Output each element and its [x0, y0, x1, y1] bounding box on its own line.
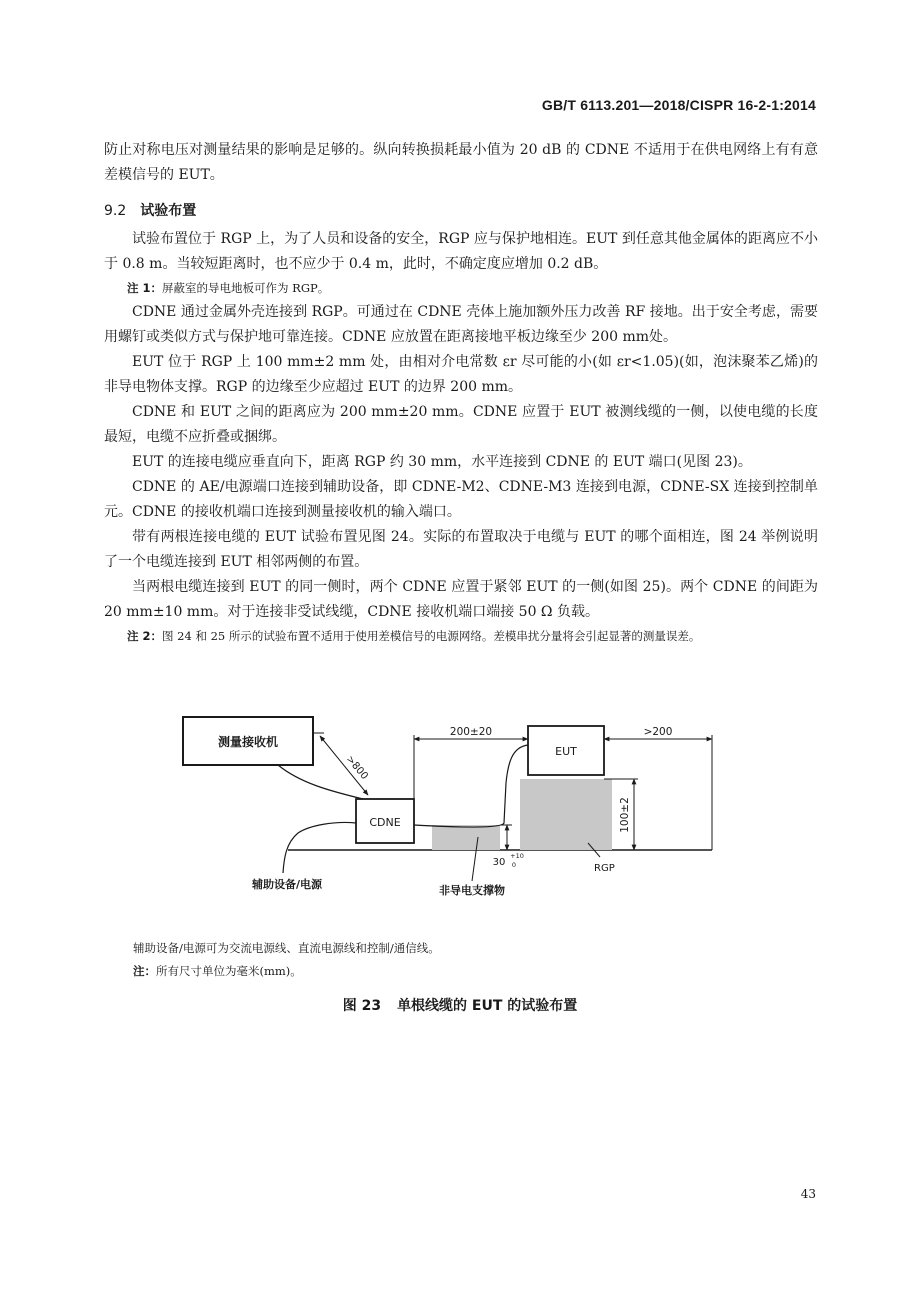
- eut-label: EUT: [555, 745, 577, 758]
- paragraph: CDNE 通过金属外壳连接到 RGP。可通过在 CDNE 壳体上施加额外压力改善 RF 接地。出于安全考虑，需要用螺钉或类似方式与保护地可靠连接。CDNE 应放置在距离接地平板边缘至少 200 mm处。: [104, 304, 818, 345]
- setup-diagram: [150, 703, 720, 903]
- figure-caption: [0, 995, 920, 1015]
- paragraph: 当两根电缆连接到 EUT 的同一侧时，两个 CDNE 应置于紧邻 EUT 的一侧(如图 25)。两个 CDNE 的间距为 20 mm±10 mm。对于连接非受试线缆，CDNE 接收机端口端接 50 Ω 负载。: [104, 579, 818, 620]
- section-heading: [104, 200, 818, 220]
- dim-100-label: 100±2: [619, 797, 631, 833]
- aux-label: 辅助设备/电源: [251, 878, 323, 891]
- paragraph: 防止对称电压对测量结果的影响是足够的。纵向转换损耗最小值为 20 dB 的 CDNE 不适用于在供电网络上有有意差模信号的 EUT。: [104, 142, 818, 183]
- aux-cable: [283, 822, 356, 873]
- section-number: 9.2: [104, 203, 127, 219]
- paragraph: 带有两根连接电缆的 EUT 试验布置见图 24。实际的布置取决于电缆与 EUT 的哪个面相连，图 24 举例说明了一个电缆连接到 EUT 相邻两侧的布置。: [104, 529, 818, 570]
- paragraph: CDNE 和 EUT 之间的距离应为 200 mm±20 mm。CDNE 应置于 EUT 被测线缆的一侧，以使电缆的长度最短，电缆不应折叠或捆绑。: [104, 404, 818, 445]
- dim-30-lower-tol: 0: [511, 861, 517, 869]
- cdne-label: CDNE: [369, 816, 401, 829]
- figure-note-line: 辅助设备/电源可为交流电源线、直流电源线和控制/通信线。: [133, 941, 440, 955]
- note-label: 注 2：: [127, 629, 163, 643]
- dim-800-label: >800: [343, 753, 370, 782]
- page-content: [104, 138, 818, 648]
- figure-number: 图 23: [342, 998, 382, 1014]
- figure-note-label: 注：: [133, 964, 156, 978]
- paragraph: CDNE 的 AE/电源端口连接到辅助设备，即 CDNE-M2、CDNE-M3 连接到电源，CDNE-SX 连接到控制单元。CDNE 的接收机端口连接到测量接收机的输入端口。: [104, 479, 818, 520]
- note-2: [104, 626, 818, 646]
- section-title: 试验布置: [140, 203, 197, 219]
- note-text: 屏蔽室的导电地板可作为 RGP。: [162, 281, 330, 295]
- dim-30-upper-tol: +10: [510, 852, 524, 860]
- paragraph: EUT 的连接电缆应垂直向下，距离 RGP 约 30 mm，水平连接到 CDNE 的 EUT 端口(见图 23)。: [132, 454, 752, 470]
- dim-200-label: >200: [643, 726, 673, 738]
- page-number: 43: [800, 1187, 816, 1201]
- eut-support-block: [520, 779, 612, 850]
- eut-cable: [414, 745, 528, 827]
- rgp-label: RGP: [594, 863, 615, 874]
- figure-note-text: 所有尺寸单位为毫米(mm)。: [156, 964, 302, 978]
- cable-support-block: [432, 825, 500, 850]
- figure-notes: [133, 937, 813, 983]
- document-header: GB/T 6113.201—2018/CISPR 16-2-1:2014: [541, 97, 816, 113]
- receiver-label: 测量接收机: [217, 735, 279, 749]
- paragraph: 试验布置位于 RGP 上，为了人员和设备的安全，RGP 应与保护地相连。EUT 到任意其他金属体的距离应不小于 0.8 m。当较短距离时，也不应少于 0.4 m，此时，不确定度应增加 0.2 dB。: [104, 231, 818, 272]
- paragraph: EUT 位于 RGP 上 100 mm±2 mm 处，由相对介电常数 εr 尽可能的小(如 εr<1.05)(如，泡沫聚苯乙烯)的非导电物体支撑。RGP 的边缘至少应超过 EUT 的边界 200 mm。: [104, 354, 818, 395]
- note-label: 注 1：: [127, 281, 163, 295]
- figure-title: 单根线缆的 EUT 的试验布置: [397, 998, 578, 1014]
- receiver-cable: [278, 765, 363, 799]
- figure-note-line: [133, 960, 813, 983]
- dim-200-20-label: 200±20: [449, 726, 493, 738]
- test-setup-figure: [150, 703, 720, 903]
- note-1: [104, 278, 818, 298]
- note-text: 图 24 和 25 所示的试验布置不适用于使用差模信号的电源网络。差模串扰分量将会引起显著的测量误差。: [162, 629, 701, 643]
- support-label: 非导电支撑物: [439, 884, 505, 897]
- dim-30-label: 30: [492, 857, 506, 868]
